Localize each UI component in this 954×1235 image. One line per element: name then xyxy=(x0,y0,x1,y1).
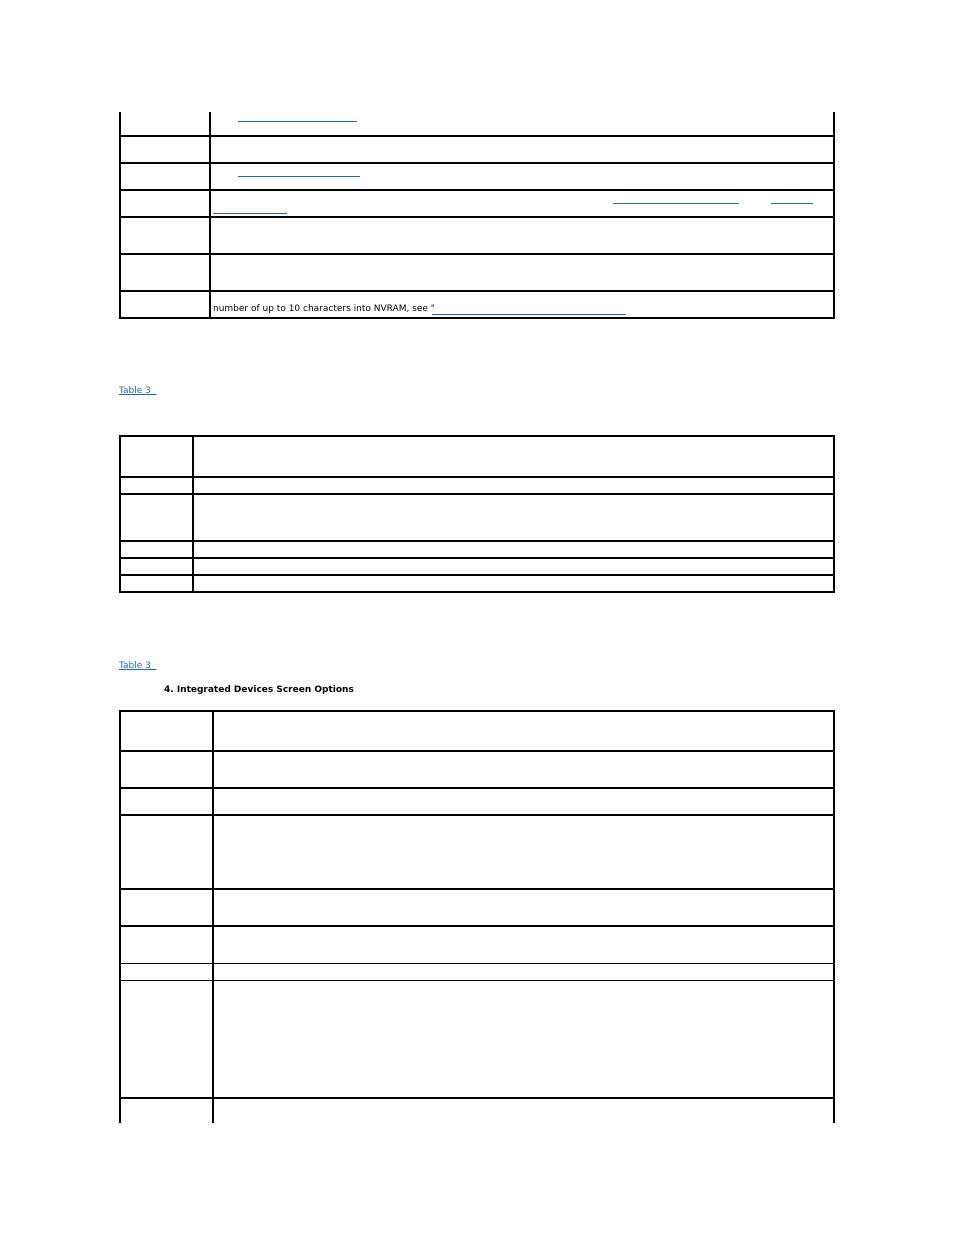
table-c-top-border xyxy=(119,710,835,712)
table-c-row-divider xyxy=(119,888,835,890)
table-c-row-divider xyxy=(119,980,835,981)
table-c-row-divider xyxy=(119,1097,835,1099)
cross-reference-link[interactable] xyxy=(238,176,360,177)
table-b-right-border xyxy=(833,435,835,593)
table-c-row-divider xyxy=(119,787,835,789)
cross-reference-link[interactable] xyxy=(238,121,357,122)
table-caption: 4. Integrated Devices Screen Options xyxy=(164,685,354,695)
table-a-row-divider xyxy=(119,290,835,292)
cross-reference-link[interactable] xyxy=(613,203,739,204)
table-a-row-divider xyxy=(119,135,835,137)
table-b-top-border xyxy=(119,435,835,437)
table-c-column-divider xyxy=(212,710,214,1123)
table-a-row-divider xyxy=(119,162,835,164)
table-b-row-divider xyxy=(119,574,835,576)
table-a-bottom-border xyxy=(119,317,835,319)
cross-reference-link[interactable] xyxy=(771,203,813,204)
table-c-row-divider xyxy=(119,814,835,816)
table-link[interactable]: Table 3 xyxy=(119,661,157,671)
table-a-row-divider xyxy=(119,216,835,218)
table-c-right-border xyxy=(833,710,835,1123)
table-c-left-border xyxy=(119,710,121,1123)
cross-reference-link[interactable] xyxy=(432,314,626,315)
table-b-row-divider xyxy=(119,540,835,542)
table-c-row-divider xyxy=(119,963,835,964)
table-link[interactable]: Table 3 xyxy=(119,386,157,396)
table-a-cell-text: number of up to 10 characters into NVRAM, see " xyxy=(213,304,435,314)
table-c-row-divider xyxy=(119,750,835,752)
table-b-row-divider xyxy=(119,557,835,559)
table-b-bottom-border xyxy=(119,591,835,593)
table-b-row-divider xyxy=(119,493,835,495)
table-a-row-divider xyxy=(119,189,835,191)
table-b-left-border xyxy=(119,435,121,593)
table-b-row-divider xyxy=(119,476,835,478)
table-b-column-divider xyxy=(192,435,194,593)
table-c-row-divider xyxy=(119,925,835,927)
table-a-row-divider xyxy=(119,253,835,255)
cross-reference-link[interactable] xyxy=(213,213,287,214)
